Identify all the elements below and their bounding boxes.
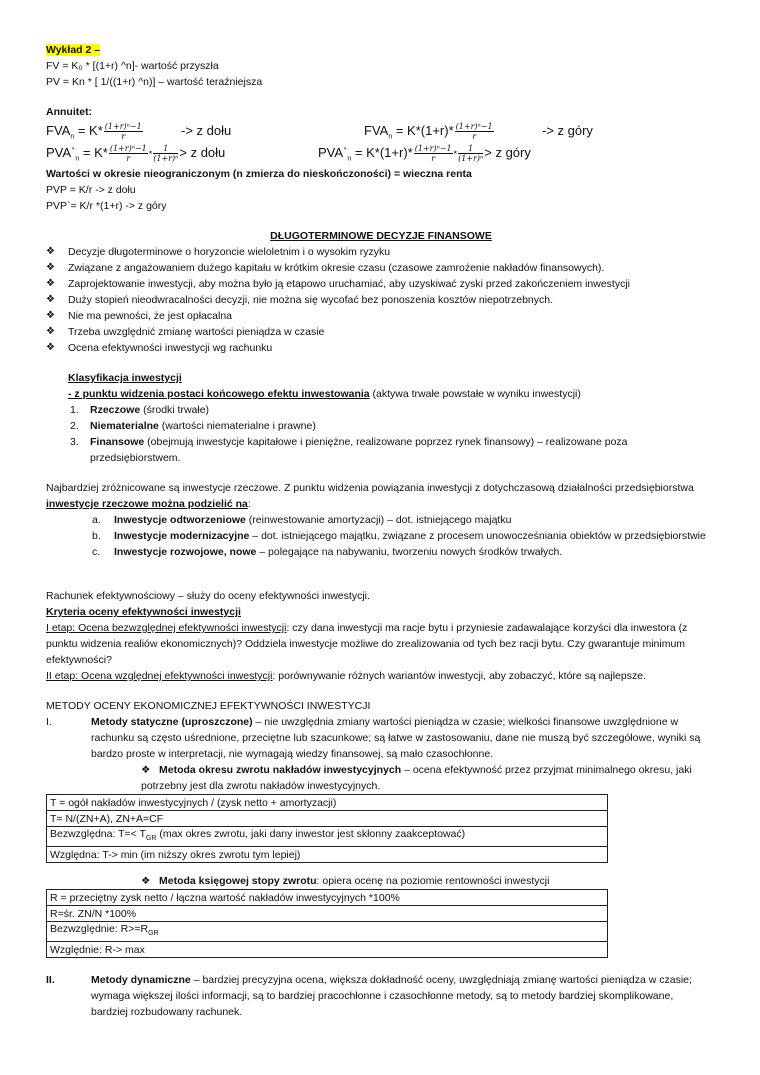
- list-item: II. Metody dynamiczne – bardziej precyzyjna ocena, większa dokładność oceny, uwzględniają zmianę wartości pieniądza w czasie; wymaga większej ilości informacji, są to bardziej pracochłonne i czasochłonne metody, są to metody bardziej skomplikowane, bardziej rozbudowany rachunek.: [46, 974, 692, 1019]
- list-item: c. Inwestycje rozwojowe, nowe – polegające na nabywaniu, tworzeniu nowych środków trwałych.: [92, 546, 563, 558]
- klasyfikacja-subheading: - z punktu widzenia postaci końcowego efektu inwestowania: [68, 388, 370, 400]
- fraction: $\frac{\text{(1+r)ⁿ−1}}{r}$: [109, 144, 147, 164]
- table-row: T = ogół nakładów inwestycyjnych / (zysk netto + amortyzacji): [47, 795, 608, 811]
- table-row: Bezwzględna: $T=< T_{GR}$ (max okres zwrotu, jaki dany inwestor jest skłonny zaakceptować): [47, 827, 608, 847]
- metody-heading: METODY OCENY EKONOMICZNEJ EFEKTYWNOŚCI INWESTYCJI: [46, 700, 371, 712]
- pvp-formula: PVP = K/r -> z dołu: [46, 184, 136, 196]
- section-title: DŁUGOTERMINOWE DECYZJE FINANSOWE: [270, 230, 492, 242]
- klasyfikacja-heading: Klasyfikacja inwestycji: [68, 372, 182, 384]
- table-row: R = przeciętny zysk netto / łączna wartość nakładów inwestycyjnych *100%: [47, 890, 608, 906]
- pva-left: $PVA`_n = K*$ $\frac{\text{(1+r)ⁿ−1}}{r}$ * $\frac{1}{\text{(1+r)ⁿ}}$ > z dołu: [46, 144, 226, 164]
- list-item: ❖ Ocena efektywności inwestycji wg rachunku: [46, 342, 273, 354]
- fva-left: $FVA_n = K*$ $\frac{\text{(1+r)ⁿ−1}}{r}$: [46, 122, 142, 142]
- fv-formula: FV = K₀ * [(1+r) ^n]- wartość przyszła: [46, 60, 219, 72]
- lecture-title: Wykład 2 –: [46, 44, 101, 56]
- list-item: 2. Niematerialne (wartości niematerialne i prawne): [70, 420, 316, 432]
- table-row: R=śr. ZN/N *100%: [47, 906, 608, 922]
- fraction: $\frac{1}{\text{(1+r)ⁿ}}$: [458, 144, 484, 164]
- fva-formulas: [46, 120, 716, 142]
- table-row: Bezwzględnie: $R>=R_{GR}$: [47, 922, 608, 942]
- annuitet-heading: Annuitet:: [46, 106, 93, 118]
- list-item: 3. Finansowe (obejmują inwestycje kapitałowe i pieniężne, realizowane poprzez rynek finansowy) – realizowane poza: [70, 436, 628, 448]
- list-item: b. Inwestycje modernizacyjne – dot. istniejącego majątku, związane z procesem unowocześniania obiektów w przedsiębiorstwie: [92, 530, 706, 542]
- table-row: T= N/(ZN+A), ZN+A=CF: [47, 811, 608, 827]
- table-row: Względna: T-> min (im niższy okres zwrotu tym lepiej): [47, 847, 608, 863]
- decision-bullets: [46, 244, 716, 356]
- list-item: I. Metody statyczne (uproszczone) – nie uwzględnia zmiany wartości pieniądza w czasie; wielkości finansowe uwzględnione w rachunku są często uśrednione, przeciętne lub szacunkowe; są łatwe w zastosowaniu, dane nie muszą być szczegółowe, wyniki są bardzo proste w interpretacji, nie wymagają wiedzy finansowej, są mało czasochłonne.: [46, 716, 701, 760]
- kryteria-heading: Kryteria oceny efektywności inwestycji: [46, 606, 241, 618]
- table-row: Względnie: R-> max: [47, 942, 608, 958]
- fraction: $\frac{\text{(1+r)ⁿ−1}}{r}$: [104, 122, 142, 142]
- pva-formulas: [46, 142, 716, 166]
- list-item: 1. Rzeczowe (środki trwałe): [70, 404, 210, 416]
- list-item: ❖ Zaprojektowanie inwestycji, aby można było ją etapowo uruchamiać, aby uzyskiwać zyski przed zakończeniem inwestycji: [46, 278, 630, 290]
- fva-right-arrow: -> z góry: [542, 123, 593, 138]
- fraction: $\frac{1}{\text{(1+r)ⁿ}}$: [153, 144, 179, 164]
- okres-zwrotu-table: [46, 794, 608, 863]
- fraction: $\frac{\text{(1+r)ⁿ−1}}{r}$: [455, 122, 493, 142]
- rachunek-line: Rachunek efektywnościowy – służy do oceny efektywności inwestycji.: [46, 590, 370, 602]
- list-item: ❖ Trzeba uwzględnić zmianę wartości pieniądza w czasie: [46, 326, 325, 338]
- pvp2-formula: PVP`= K/r *(1+r) -> z góry: [46, 200, 167, 212]
- pv-formula: PV = Kn * [ 1/((1+r) ^n)] – wartość teraźniejsza: [46, 76, 263, 88]
- fraction: $\frac{\text{(1+r)ⁿ−1}}{r}$: [414, 144, 452, 164]
- perpetuity-heading: Wartości w okresie nieograniczonym (n zmierza do nieskończoności) = wieczna renta: [46, 168, 472, 180]
- pva-right: $PVA`_n = K*(1+r)*$ $\frac{\text{(1+r)ⁿ−1}}{r}$ * $\frac{1}{\text{(1+r)ⁿ}}$ > z góry: [318, 144, 531, 164]
- list-item: ❖ Decyzje długoterminowe o horyzoncie wieloletnim i o wysokim ryzyku: [46, 246, 391, 258]
- fva-right: $FVA_n = K*(1+r)*$ $\frac{\text{(1+r)ⁿ−1}}{r}$: [364, 122, 493, 142]
- list-item: ❖ Nie ma pewności, że jest opłacalna: [46, 310, 233, 322]
- document-page: Wykład 2 – FV = K₀ * [(1+r) ^n]- wartość przyszła PV = Kn * [ 1/((1+r) ^n)] – wartość teraźniejsza Annuitet: $FVA_n = K*$ $\frac{\text{(1+r)ⁿ−1}}{r}$ -> z dołu $FVA_n = K*(1+r)*$ $\frac{\text{(1+r)ⁿ−1}}{r}$ -> z góry $PVA`_n = K*$ $\frac{\text{(1+r)ⁿ−1}}{r}$ * $\frac{1}{\text{(1+r)ⁿ}}$ > z dołu $PVA`_n = K*(1+r)*$ $\frac{\text{(1+r)ⁿ−1}}{r}$ * $\frac{1}{\text{(1+r)ⁿ}}$ > z góry Wartości w okresie nieograniczonym (n zmierza do nieskończoności) = wieczna renta PVP = K/r -> z dołu PVP`= K/r *(1+r) -> z góry DŁUGOTERMINOWE DECYZJE FINANSOWE ❖ Decyzje długoterminowe o horyzoncie wieloletnim i o wysokim ryzyku ❖ Związane z angażowaniem dużego kapitału w krótkim okresie czasu (czasowe zamrożenie nakładów finansowych). ❖ Zaprojektowanie inwestycji, aby można było ją etapowo uruchamiać, aby uzyskiwać zyski przed zakończeniem inwestycji ❖ Duży stopień nieodwracalności decyzji, nie można się wycofać bez ponoszenia kosztów niepotrzebnych. ❖ Nie ma pewności, że jest opłacalna ❖ Trzeba uwzględnić zmianę wartości pieniądza w czasie ❖ Ocena efektywności inwestycji wg rachunku Klasyfikacja inwestycji - z punktu widzenia postaci końcowego efektu inwestowania (aktywa trwałe powstałe w wyniku inwestycji) 1. Rzeczowe (środki trwałe) 2. Niematerialne (wartości niematerialne i prawne) 3. Finansowe (obejmują inwestycje kapitałowe i pieniężne, realizowane poprzez rynek finansowy) – realizowane poza przedsiębiorstwem. Najbardziej zróżnicowane są inwestycje rzeczowe. Z punktu widzenia powiązania inwestycji z dotychczasową działalności przedsiębiorstwa inwestycje rzeczowe można podzielić na: a. Inwestycje odtworzeniowe (reinwestowanie amortyzacji) – dot. istniejącego majątku b. Inwestycje modernizacyjne – dot. istniejącego majątku, związane z procesem unowocześniania obiektów w przedsiębiorstwie c. Inwestycje rozwojowe, nowe – polegające na nabywaniu, tworzeniu nowych środków trwałych. Rachunek efektywnościowy – służy do oceny efektywności inwestycji. Kryteria oceny efektywności inwestycji I etap: Ocena bezwzględnej efektywności inwestycji: czy dana inwestycji ma racje bytu i przyniesie zadawalające korzyści dla inwestora (z punktu widzenia realiów ekonomicznych)? Oddziela inwestycje możliwe do zrealizowania od tych bez racji bytu. Czy gwarantuje minimum efektywności? II etap: Ocena względnej efektywności inwestycji: porównywanie różnych wariantów inwestycji, aby zobaczyć, które są najlepsze. METODY OCENY EKONOMICZNEJ EFEKTYWNOŚCI INWESTYCJI I. Metody statyczne (uproszczone) – nie uwzględnia zmiany wartości pieniądza w czasie; wielkości finansowe uwzględnione w rachunku są często uśrednione, przeciętne lub szacunkowe; są łatwe w zastosowaniu, dane nie muszą być szczegółowe, wyniki są bardzo proste w interpretacji, nie wymagają wiedzy finansowej, są mało czasochłonne. ❖ Metoda okresu zwrotu nakładów inwestycyjnych – ocena efektywność przez przyjmat minimalnego okresu, jaki potrzebny jest dla zwrotu nakładów inwestycyjnych. T = ogół nakładów inwestycyjnych / (zysk netto + amortyzacji) T= N/(ZN+A), ZN+A=CF Bezwzględna: $T=< T_{GR}$ (max okres zwrotu, jaki dany inwestor jest skłonny zaakceptować) Względna: T-> min (im niższy okres zwrotu tym lepiej) ❖ Metoda księgowej stopy zwrotu: opiera ocenę na poziomie rentowności inwestycji R = przeciętny zysk netto / łączna wartość nakładów inwestycyjnych *100% R=śr. ZN/N *100% Bezwzględnie: $R>=R_{GR}$ Względnie: R-> max II. Metody dynamiczne – bardziej precyzyjna ocena, większa dokładność oceny, uwzględniają zmianę wartości pieniądza w czasie; wymaga większej ilości informacji, są to bardziej pracochłonne i czasochłonne metody, są to metody bardziej skomplikowane, bardziej rozbudowany rachunek.: [46, 42, 716, 1020]
- ksiegowa-stopa-table: [46, 889, 608, 958]
- fva-left-arrow: -> z dołu: [181, 123, 232, 138]
- list-item: ❖ Związane z angażowaniem dużego kapitału w krótkim okresie czasu (czasowe zamrożenie nakładów finansowych).: [46, 262, 605, 274]
- list-item: a. Inwestycje odtworzeniowe (reinwestowanie amortyzacji) – dot. istniejącego majątku: [92, 514, 512, 526]
- rzeczowe-paragraph: Najbardziej zróżnicowane są inwestycje rzeczowe. Z punktu widzenia powiązania inwestycji z dotychczasową działalności przedsiębiorstwa: [46, 482, 694, 494]
- list-item: ❖ Metoda księgowej stopy zwrotu: opiera ocenę na poziomie rentowności inwestycji: [141, 875, 550, 888]
- list-item: ❖ Metoda okresu zwrotu nakładów inwestycyjnych – ocena efektywność przez przyjmat minimalnego okresu, jaki: [141, 764, 692, 776]
- list-item: ❖ Duży stopień nieodwracalności decyzji, nie można się wycofać bez ponoszenia kosztów niepotrzebnych.: [46, 294, 554, 306]
